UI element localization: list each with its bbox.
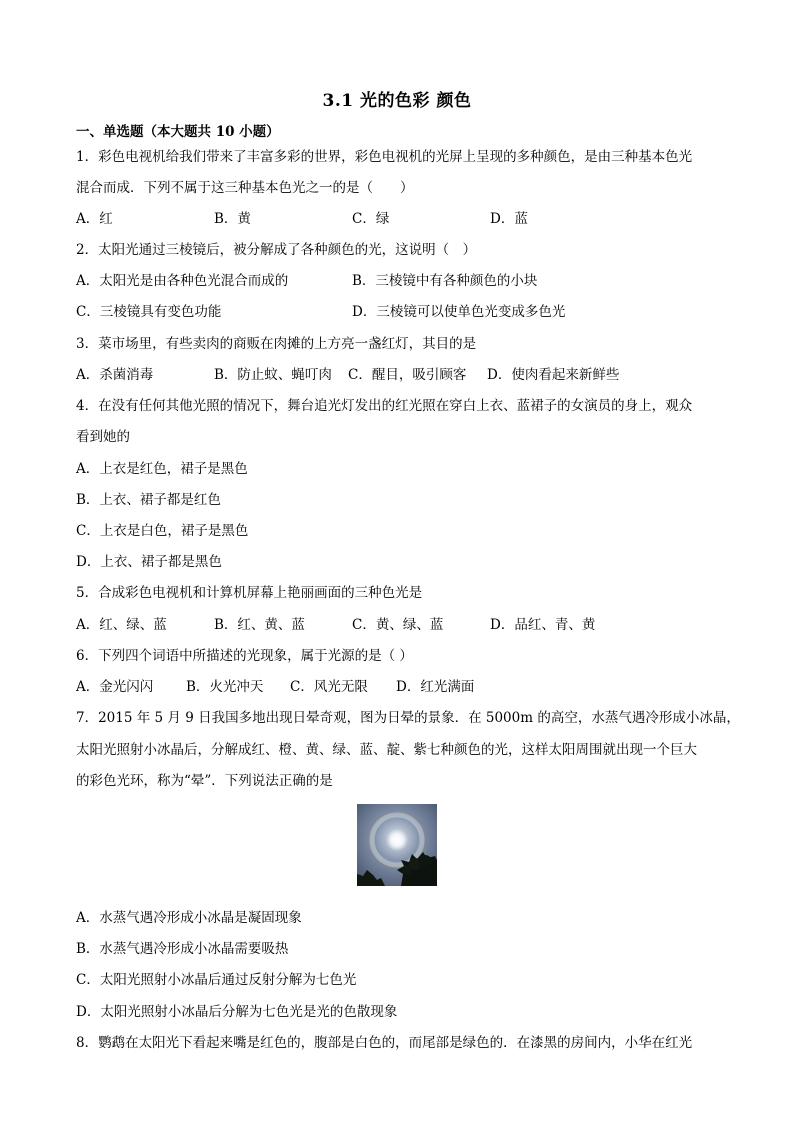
question-4-line-2: 看到她的 (76, 429, 130, 445)
question-3-line-1: 3．菜市场里，有些卖肉的商贩在肉摊的上方亮一盏红灯，其目的是 (76, 336, 477, 352)
question-5-line-1: 5．合成彩色电视机和计算机屏幕上艳丽画面的三种色光是 (76, 585, 423, 601)
question-1-line-1: 1．彩色电视机给我们带来了丰富多彩的世界，彩色电视机的光屏上呈现的多种颜色，是由三种基本色光 (76, 149, 693, 165)
question-7-line-2: 太阳光照射小冰晶后，分解成红、橙、黄、绿、蓝、靛、紫七种颜色的光，这样太阳周围就出现一个巨大 (76, 742, 697, 758)
question-4-option-b: B．上衣、裙子都是红色 (76, 492, 221, 508)
question-7-option-c: C．太阳光照射小冰晶后通过反射分解为七色光 (76, 972, 357, 988)
question-3-option-a: A．杀菌消毒 (76, 367, 154, 383)
question-3-option-b: B．防止蚊、蝇叮肉 (214, 367, 332, 383)
question-3-option-c: C．醒目，吸引顾客 (348, 367, 467, 383)
page-title: 3.1 光的色彩 颜色 (322, 91, 472, 111)
question-5-option-d: D．品红、青、黄 (490, 617, 596, 633)
question-2-option-d: D．三棱镜可以使单色光变成多色光 (352, 304, 566, 320)
question-2-option-a: A．太阳光是由各种色光混合而成的 (76, 273, 289, 289)
question-5-option-b: B．红、黄、蓝 (214, 617, 305, 633)
question-2-option-b: B．三棱镜中有各种颜色的小块 (352, 273, 538, 289)
question-2-line-1: 2．太阳光通过三棱镜后，被分解成了各种颜色的光，这说明（ ） (76, 242, 477, 258)
question-8-line-1: 8．鹦鹉在太阳光下看起来嘴是红色的，腹部是白色的，而尾部是绿色的．在漆黑的房间内，小华在红光 (76, 1035, 693, 1051)
question-4-option-d: D．上衣、裙子都是黑色 (76, 554, 222, 570)
question-7-line-3: 的彩色光环，称为“晕”．下列说法正确的是 (76, 773, 333, 789)
question-3-option-d: D．使肉看起来新鲜些 (487, 367, 620, 383)
section-heading: 一、单选题（本大题共 10 小题） (76, 124, 280, 140)
question-4-option-c: C．上衣是白色，裙子是黑色 (76, 523, 249, 539)
question-7-option-b: B．水蒸气遇冷形成小冰晶需要吸热 (76, 941, 289, 957)
sun-halo-photo (357, 804, 437, 886)
question-1-option-b: B．黄 (214, 211, 251, 227)
question-6-option-b: B．火光冲天 (186, 679, 264, 695)
question-7-line-1: 7．2015 年 5 月 9 日我国多地出现日晕奇观，图为日晕的景象．在 5000m 的高空，水蒸气遇冷形成小冰晶， (76, 710, 740, 726)
question-6-option-a: A．金光闪闪 (76, 679, 154, 695)
question-1-line-2: 混合而成．下列不属于这三种基本色光之一的是（ ） (76, 180, 414, 196)
question-6-option-d: D．红光满面 (396, 679, 475, 695)
question-1-option-a: A．红 (76, 211, 113, 227)
question-1-option-c: C．绿 (352, 211, 390, 227)
question-6-option-c: C．风光无限 (290, 679, 368, 695)
question-4-option-a: A．上衣是红色，裙子是黑色 (76, 461, 248, 477)
question-1-option-d: D．蓝 (490, 211, 528, 227)
question-5-option-a: A．红、绿、蓝 (76, 617, 167, 633)
question-2-option-c: C．三棱镜具有变色功能 (76, 304, 222, 320)
question-5-option-c: C．黄、绿、蓝 (352, 617, 444, 633)
question-6-line-1: 6．下列四个词语中所描述的光现象，属于光源的是（ ） (76, 648, 413, 664)
question-4-line-1: 4．在没有任何其他光照的情况下，舞台追光灯发出的红光照在穿白上衣、蓝裙子的女演员的身上，观众 (76, 398, 693, 414)
question-7-option-a: A．水蒸气遇冷形成小冰晶是凝固现象 (76, 910, 302, 926)
question-7-option-d: D．太阳光照射小冰晶后分解为七色光是光的色散现象 (76, 1004, 398, 1020)
